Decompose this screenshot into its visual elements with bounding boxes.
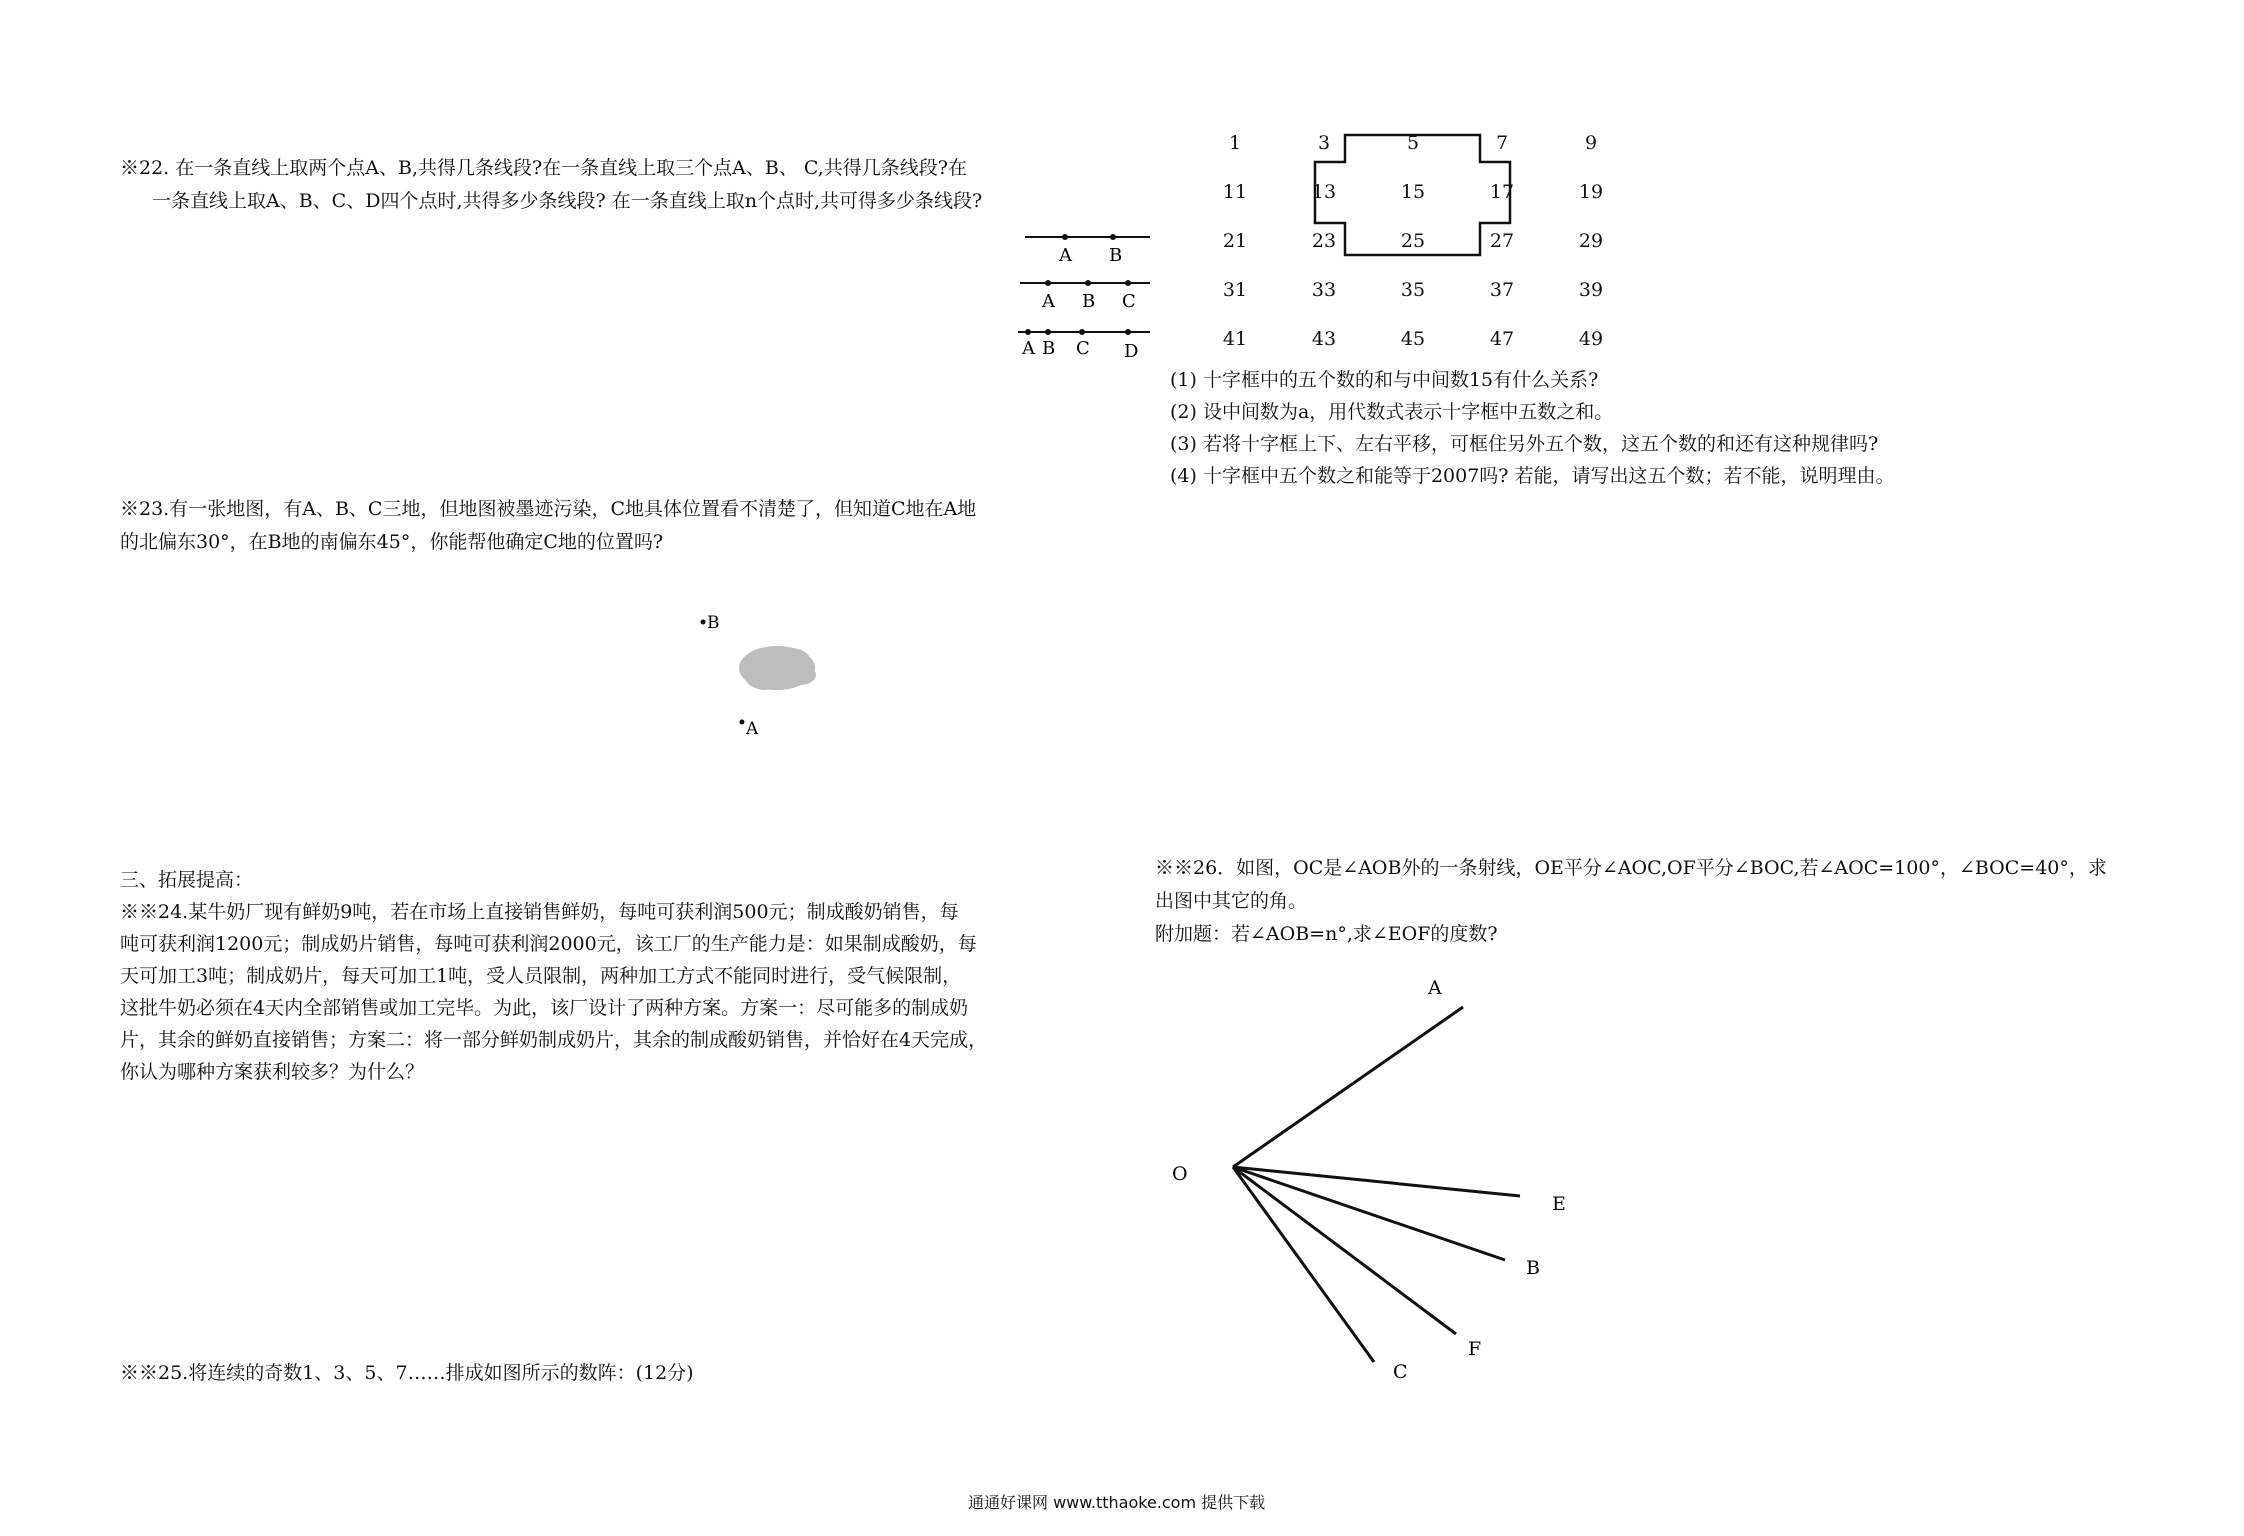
q23-line2: 的北偏东30°，在B地的南偏东45°，你能帮他确定C地的位置吗? (120, 531, 664, 553)
q24-line: 片，其余的鲜奶直接销售；方案二：将一部分鲜奶制成奶片，其余的制成酸奶销售，并恰好在4天完成， (120, 1029, 988, 1051)
ray-oa (1233, 1007, 1463, 1167)
q23-label-b: B (707, 613, 720, 633)
grid-cell: 25 (1400, 230, 1426, 252)
grid-cell: 21 (1222, 230, 1248, 252)
grid-cell: 7 (1495, 132, 1509, 154)
q22-l3-label-d: D (1124, 341, 1139, 362)
q25-question: (1) 十字框中的五个数的和与中间数15有什么关系? (1170, 369, 1599, 391)
q25-questions (1170, 364, 1895, 492)
q26-line1: ※※26．如图，OC是∠AOB外的一条射线，OE平分∠AOC,OF平分∠BOC,若∠AOC=100°，∠BOC=40°，求 (1155, 857, 2107, 879)
grid-cell: 37 (1489, 279, 1515, 301)
odd-number-grid (1205, 128, 1625, 368)
q25-question: (4) 十字框中五个数之和能等于2007吗? 若能，请写出这五个数；若不能，说明理由。 (1170, 465, 1895, 487)
q24-text (120, 896, 987, 1088)
grid-cell: 45 (1400, 328, 1426, 350)
grid-cell: 49 (1578, 328, 1604, 350)
ray-oc (1233, 1167, 1374, 1362)
q22-l2-label-c: C (1122, 291, 1136, 312)
q22-l3-label-a: A (1022, 338, 1035, 359)
q22-l3-label-b: B (1042, 338, 1056, 359)
grid-cell: 23 (1311, 230, 1337, 252)
q24-line: 你认为哪种方案获利较多？为什么？ (120, 1061, 425, 1083)
q24-line: 这批牛奶必须在4天内全部销售或加工完毕。为此，该厂设计了两种方案。方案一：尽可能多的制成奶 (120, 997, 969, 1019)
label-c: C (1393, 1361, 1408, 1383)
q22-l2-label-b: B (1082, 291, 1096, 312)
q23-line1: ※23.有一张地图，有A、B、C三地，但地图被墨迹污染，C地具体位置看不清楚了，但知道C地在A地 (120, 498, 977, 520)
q22-l2-label-a: A (1042, 291, 1055, 312)
q26-extra: 附加题：若∠AOB=n°,求∠EOF的度数? (1155, 923, 1498, 945)
label-e: E (1552, 1193, 1566, 1215)
q22-line-diagrams (1010, 225, 1160, 365)
grid-cell: 29 (1578, 230, 1604, 252)
grid-cell: 3 (1317, 132, 1331, 154)
q23-map (680, 600, 860, 750)
grid-cell: 15 (1400, 181, 1426, 203)
q22-line-three-points (1020, 280, 1150, 312)
grid-cell: 35 (1400, 279, 1426, 301)
q22-l3-label-c: C (1076, 338, 1090, 359)
q22-line1: ※22. 在一条直线上取两个点A、B,共得几条线段?在一条直线上取三个点A、B、 C,共得几条线段?在 (120, 157, 967, 179)
ink-stain (739, 646, 816, 690)
grid-cell: 17 (1489, 181, 1515, 203)
q24-line: 吨可获利润1200元；制成奶片销售，每吨可获利润2000元，该工厂的生产能力是：如果制成酸奶，每 (120, 933, 977, 955)
q23-label-a: A (746, 719, 759, 739)
grid-cell: 43 (1311, 328, 1337, 350)
q25-intro: ※※25.将连续的奇数1、3、5、7……排成如图所示的数阵：(12分) (120, 1362, 694, 1384)
q26-line2: 出图中其它的角。 (1155, 890, 1308, 912)
q24-line: ※※24.某牛奶厂现有鲜奶9吨，若在市场上直接销售鲜奶，每吨可获利润500元；制成酸奶销售，每 (120, 901, 959, 923)
q25-question: (2) 设中间数为a，用代数式表示十字框中五数之和。 (1170, 401, 1614, 423)
grid-cell: 5 (1406, 132, 1420, 154)
grid-cell: 27 (1489, 230, 1515, 252)
grid-cell: 39 (1578, 279, 1604, 301)
label-a: A (1428, 977, 1442, 999)
grid-cell: 31 (1222, 279, 1248, 301)
q25-question: (3) 若将十字框上下、左右平移，可框住另外五个数，这五个数的和还有这种规律吗? (1170, 433, 1879, 455)
ray-of (1233, 1167, 1456, 1334)
q22-line-four-points (1018, 329, 1150, 362)
q22-l1-label-a: A (1059, 245, 1072, 266)
q24-line: 天可加工3吨；制成奶片，每天可加工1吨，受人员限制，两种加工方式不能同时进行，受气候限制， (120, 965, 962, 987)
label-b: B (1526, 1257, 1540, 1279)
angle-diagram (1160, 960, 1590, 1400)
label-f: F (1468, 1338, 1482, 1360)
footer: 通通好课网 www.tthaoke.com 提供下载 (968, 1493, 1266, 1512)
section-title: 三、拓展提高： (120, 869, 254, 891)
label-o: O (1172, 1163, 1188, 1185)
grid-cell: 41 (1222, 328, 1248, 350)
q22-line2: 一条直线上取A、B、C、D四个点时,共得多少条线段? 在一条直线上取n个点时,共可得多少条线段? (152, 190, 983, 212)
q23-point-a (740, 720, 745, 725)
grid-cell: 9 (1584, 132, 1598, 154)
grid-cell: 19 (1578, 181, 1604, 203)
grid-cell: 1 (1228, 132, 1242, 154)
grid-cell: 13 (1311, 181, 1337, 203)
q23-point-b (701, 620, 706, 625)
q22-l1-label-b: B (1109, 245, 1123, 266)
grid-cell: 33 (1311, 279, 1337, 301)
grid-cell: 11 (1222, 181, 1248, 203)
q22-line-two-points (1025, 234, 1150, 266)
grid-cell: 47 (1489, 328, 1515, 350)
